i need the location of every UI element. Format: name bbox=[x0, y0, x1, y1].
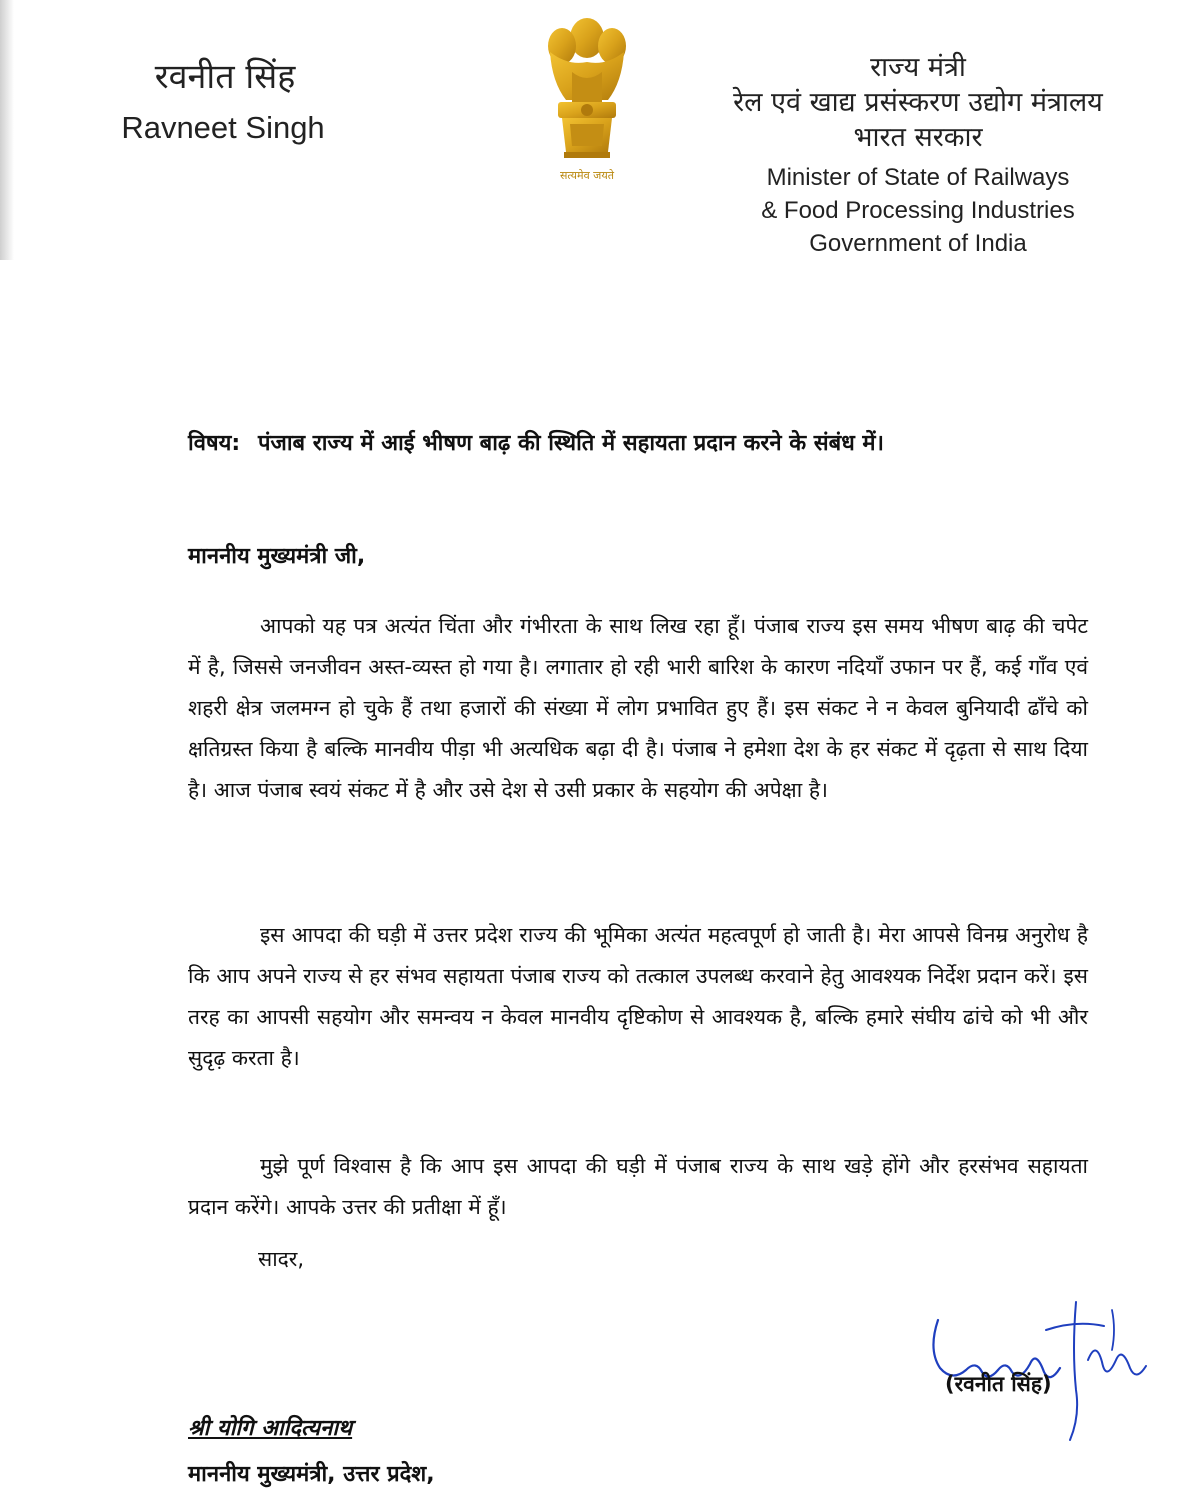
subject-line bbox=[188, 422, 1088, 466]
designation-block bbox=[688, 50, 1148, 260]
lion-capital-icon bbox=[532, 12, 642, 172]
designation-en-line-3: Government of India bbox=[809, 230, 1027, 257]
closing: सादर, bbox=[258, 1247, 305, 1271]
subject-label: विषय: bbox=[188, 431, 241, 456]
designation-en-line-1: Minister of State of Railways bbox=[766, 164, 1070, 191]
addressee-title: माननीय मुख्यमंत्री, उत्तर प्रदेश, bbox=[188, 1462, 435, 1487]
body-paragraph-3: मुझे पूर्ण विश्वास है कि आप इस आपदा की घड़ी में पंजाब राज्य के साथ खड़े होंगे और हरसंभव सहायता प्रदान करेंगे। आपके उत्तर की प्रतीक्षा में हूँ। bbox=[188, 1154, 1088, 1219]
addressee-name: श्री योगि आदित्यनाथ bbox=[188, 1416, 353, 1441]
salutation: माननीय मुख्यमंत्री जी, bbox=[188, 544, 366, 569]
body-paragraph-1: आपको यह पत्र अत्यंत चिंता और गंभीरता के साथ लिख रहा हूँ। पंजाब राज्य इस समय भीषण बाढ़ की चपेट में है, जिससे जनजीवन अस्त-व्यस्त हो गया है। लगातार हो रही भारी बारिश के कारण नदियाँ उफान पर हैं, कई गाँव एवं शहरी क्षेत्र जलमग्न हो चुके हैं तथा हजारों की संख्या में लोग प्रभावित हुए हैं। इस संकट ने न केवल बुनियादी ढाँचे को क्षतिग्रस्त किया है बल्कि मानवीय पीड़ा भी अत्यधिक बढ़ा दी है। पंजाब ने हमेशा देश के हर संकट में दृढ़ता से साथ दिया है। आज पंजाब स्वयं संकट में है और उसे देश से उसी प्रकार के सहयोग की अपेक्षा है। bbox=[188, 614, 1088, 802]
sender-name-english: Ravneet Singh bbox=[121, 110, 325, 145]
subject-text: पंजाब राज्य में आई भीषण बाढ़ की स्थिति में सहायता प्रदान करने के संबंध में। bbox=[258, 431, 884, 456]
designation-hi-line-3: भारत सरकार bbox=[853, 122, 983, 153]
signatory-name: (रवनीत सिंह) bbox=[945, 1372, 1052, 1396]
sender-name-hindi: रवनीत सिंह bbox=[154, 57, 296, 97]
body-paragraph-2: इस आपदा की घड़ी में उत्तर प्रदेश राज्य की भूमिका अत्यंत महत्वपूर्ण हो जाती है। मेरा आपसे विनम्र अनुरोध है कि आप अपने राज्य से हर संभव सहायता पंजाब राज्य को तत्काल उपलब्ध करवाने हेतु आवश्यक निर्देश प्रदान करें। इस तरह का आपसी सहयोग और समन्वय न केवल मानवीय दृष्टिकोण से आवश्यक है, बल्कि हमारे संघीय ढांचे को भी और सुदृढ़ करता है। bbox=[188, 923, 1088, 1070]
designation-en-line-2: & Food Processing Industries bbox=[761, 197, 1075, 224]
page-edge-shadow bbox=[0, 0, 14, 260]
emblem-motto: सत्यमेव जयते bbox=[559, 169, 614, 182]
designation-hi-line-1: राज्य मंत्री bbox=[870, 52, 966, 83]
designation-hi-line-2: रेल एवं खाद्य प्रसंस्करण उद्योग मंत्रालय bbox=[733, 87, 1103, 118]
